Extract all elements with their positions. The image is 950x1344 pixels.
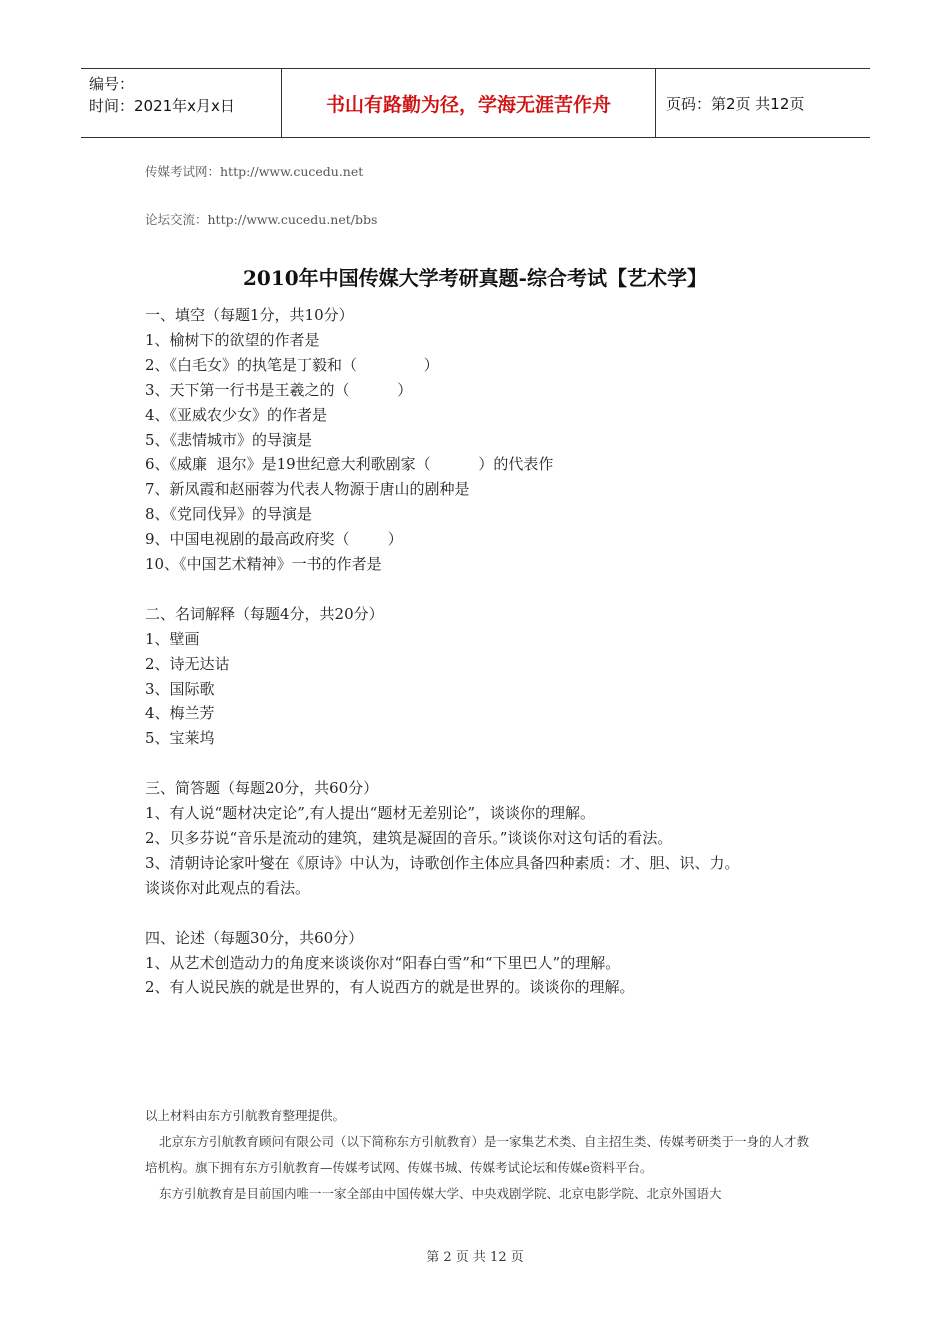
question-item: 1、从艺术创造动力的角度来谈谈你对“阳春白雪”和“下里巴人”的理解。 [145,953,621,972]
question-item: 谈谈你对此观点的看法。 [145,878,311,897]
question-item: 3、清朝诗论家叶燮在《原诗》中认为，诗歌创作主体应具备四种素质：才、胆、识、力。 [145,853,740,872]
question-item: 5、宝莱坞 [145,729,215,748]
spacer [145,901,815,926]
question-item: 2、《白毛女》的执笔是丁毅和（ ） [145,355,439,374]
section-heading: 二、名词解释（每题4分，共20分） [145,604,384,623]
question-item: 6、《威廉 退尔》是19世纪意大利歌剧家（ ）的代表作 [145,455,554,474]
spacer [145,751,815,776]
footer-line: 以上材料由东方引航教育整理提供。 [145,1108,346,1123]
section-heading: 四、论述（每题30分，共60分） [145,928,364,947]
header-left-cell [81,69,281,137]
number-label: 编号： [89,75,135,93]
section-heading: 三、简答题（每题20分，共60分） [145,779,379,798]
header-motto: 书山有路勤为径，学海无涯苦作舟 [281,69,656,137]
question-item: 4、梅兰芳 [145,704,215,723]
question-item: 4、《亚威农少女》的作者是 [145,405,328,424]
time-label: 时间：2021年x月x日 [89,97,235,115]
header-page-info: 页码：第2页 共12页 [666,94,805,113]
site-link[interactable]: 传媒考试网：http://www.cucedu.net [145,164,364,179]
document-title: 2010年中国传媒大学考研真题-综合考试【艺术学】 [243,266,707,290]
question-item: 10、《中国艺术精神》一书的作者是 [145,555,382,574]
footer-paragraph: 东方引航教育是目前国内唯一一家全部由中国传媒大学、中央戏剧学院、北京电影学院、北京外国语大 [159,1186,722,1201]
header-table [81,68,870,138]
forum-link[interactable]: 论坛交流：http://www.cucedu.net/bbs [145,212,378,227]
question-item: 1、榆树下的欲望的作者是 [145,330,320,349]
question-item: 8、《党同伐异》的导演是 [145,505,313,524]
question-item: 2、诗无达诂 [145,654,230,673]
question-item: 2、贝多芬说“音乐是流动的建筑，建筑是凝固的音乐。”谈谈你对这句话的看法。 [145,829,673,847]
section-heading: 一、填空（每题1分，共10分） [145,306,354,324]
exam-body [145,303,815,1000]
question-item: 5、《悲情城市》的导演是 [145,430,313,449]
question-item: 3、国际歌 [145,679,215,698]
question-item: 7、新凤霞和赵丽蓉为代表人物源于唐山的剧种是 [145,480,470,499]
question-item: 1、壁画 [145,629,200,648]
footer-notes [145,1103,815,1207]
question-item: 2、有人说民族的就是世界的，有人说西方的就是世界的。谈谈你的理解。 [145,978,635,997]
question-item: 1、有人说“题材决定论”,有人提出“题材无差别论”，谈谈你的理解。 [145,804,595,823]
spacer [145,577,815,602]
question-item: 9、中国电视剧的最高政府奖（ ） [145,530,403,549]
footer-paragraph: 北京东方引航教育顾问有限公司（以下简称东方引航教育）是一家集艺术类、自主招生类、传媒考研类于一身的人才教培机构。旗下拥有东方引航教育—传媒考试网、传媒书城、传媒考试论坛和传媒e资料平台。 [145,1134,810,1175]
page-number: 第 2 页 共 12 页 [426,1250,524,1265]
question-item: 3、天下第一行书是王羲之的（ ） [145,380,413,399]
